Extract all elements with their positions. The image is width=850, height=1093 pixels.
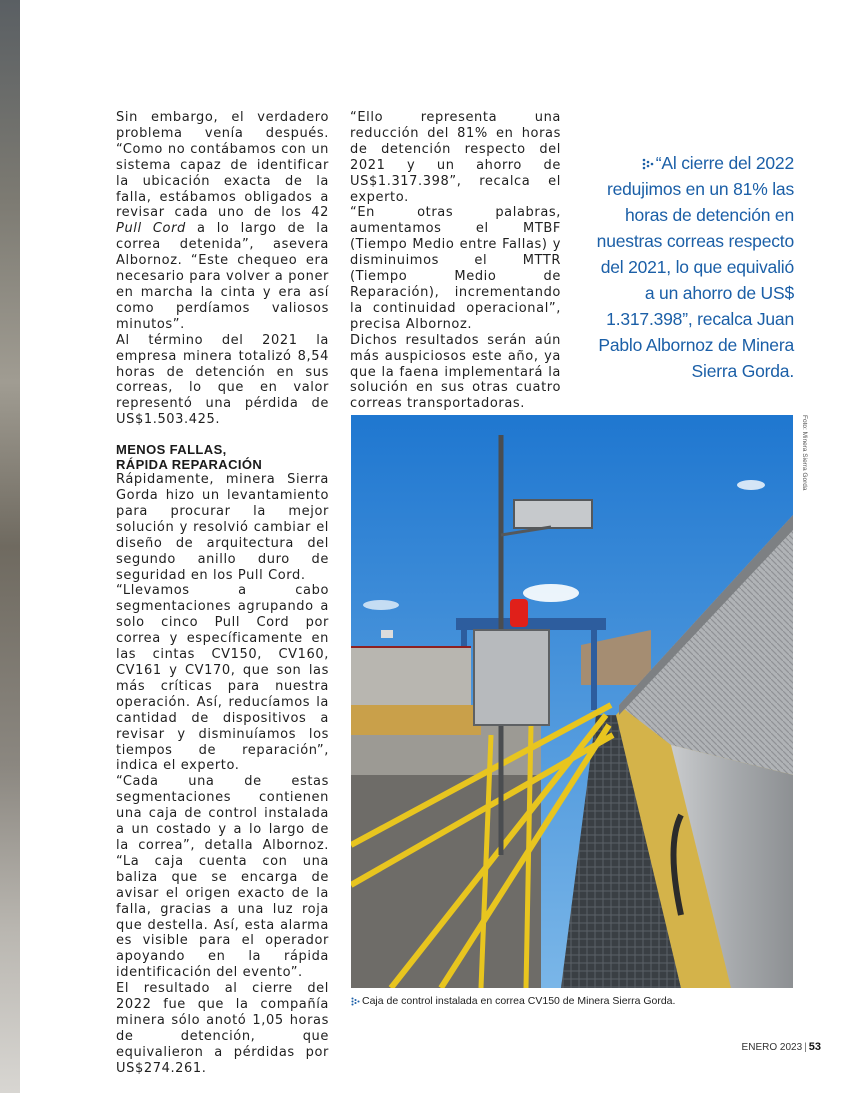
paragraph: “Cada una de estas segmentaciones contienen una caja de control instalada a un costado y a lo largo de la correa”, detalla Albornoz. “La caja cuenta con una baliza que se encarga de avisar el origen exacto de la falla, gracias a una luz roja que destella. Así, esta alarma es visible para el operador apoyando en la rápida identificación del evento”. bbox=[116, 774, 329, 981]
photo-caption: Caja de control instalada en correa CV150 de Minera Sierra Gorda. bbox=[351, 995, 791, 1007]
paragraph: “Ello representa una reducción del 81% en horas de detención respecto del 2021 y un ahorro de US$1.317.398”, recalca el experto. bbox=[350, 110, 561, 205]
article-column-2 bbox=[350, 110, 561, 412]
page-footer: ENERO 2023 | 53 bbox=[741, 1041, 821, 1053]
conveyor-photo bbox=[351, 415, 793, 988]
dot-bullet-icon bbox=[642, 158, 654, 170]
paragraph: Rápidamente, minera Sierra Gorda hizo un levantamiento para procurar la mejor solución y resolvió cambiar el diseño de arquitectura del segundo anillo duro de seguridad en los Pull Cord. bbox=[116, 472, 329, 583]
page-edge-photo-strip bbox=[0, 0, 20, 1093]
paragraph: Sin embargo, el verdadero problema venía después. “Como no contábamos con un sistema capaz de identificar la ubicación exacta de la falla, estábamos obligados a revisar cada uno de los 42 Pull Cord a lo largo de la correa detenida”, asevera Albornoz. “Este chequeo era necesario para volver a poner en marcha la cinta y era así como perdíamos valiosos minutos”. bbox=[116, 110, 330, 332]
pull-quote: “Al cierre del 2022 redujimos en un 81% las horas de detención en nuestras correas respecto del 2021, lo que equivalió a un ahorro de US$ 1.317.398”, recalca Juan Pablo Albornoz de Minera Sierra Gorda. bbox=[596, 153, 794, 381]
page-number: 53 bbox=[808, 1041, 821, 1053]
paragraph: El resultado al cierre del 2022 fue que la compañía minera sólo anotó 1,05 horas de detención, que equivalieron a pérdidas por US$274.261. bbox=[116, 981, 329, 1076]
article-column-1 bbox=[116, 110, 329, 1077]
paragraph: “En otras palabras, aumentamos el MTBF (Tiempo Medio entre Fallas) y disminuimos el MTTR (Tiempo Medio de Reparación), incrementando la continuidad operacional”, precisa Albornoz. bbox=[350, 205, 561, 332]
emphasis: Pull Cord bbox=[116, 221, 186, 237]
issue-label: ENERO 2023 bbox=[741, 1042, 803, 1053]
paragraph: Al término del 2021 la empresa minera totalizó 8,54 horas de detención en sus correas, lo que en valor representó una pérdida de US$1.503.425. bbox=[116, 332, 329, 428]
section-heading: MENOS FALLAS, RÁPIDA REPARACIÓN bbox=[116, 442, 263, 473]
dot-bullet-icon bbox=[351, 997, 360, 1006]
photo-credit: Foto: Minera Sierra Gorda bbox=[801, 415, 808, 491]
paragraph: Dichos resultados serán aún más auspiciosos este año, ya que la faena implementará la solución en sus otras cuatro correas transportadoras. bbox=[350, 332, 561, 412]
paragraph: “Llevamos a cabo segmentaciones agrupando a solo cinco Pull Cord por correa y específicamente en las cintas CV150, CV160, CV161 y CV170, que son las más críticas para nuestra operación. Así, reducíamos la cantidad de dispositivos a revisar y disminuíamos los tiempos de reparación”, indica el experto. bbox=[116, 583, 329, 774]
